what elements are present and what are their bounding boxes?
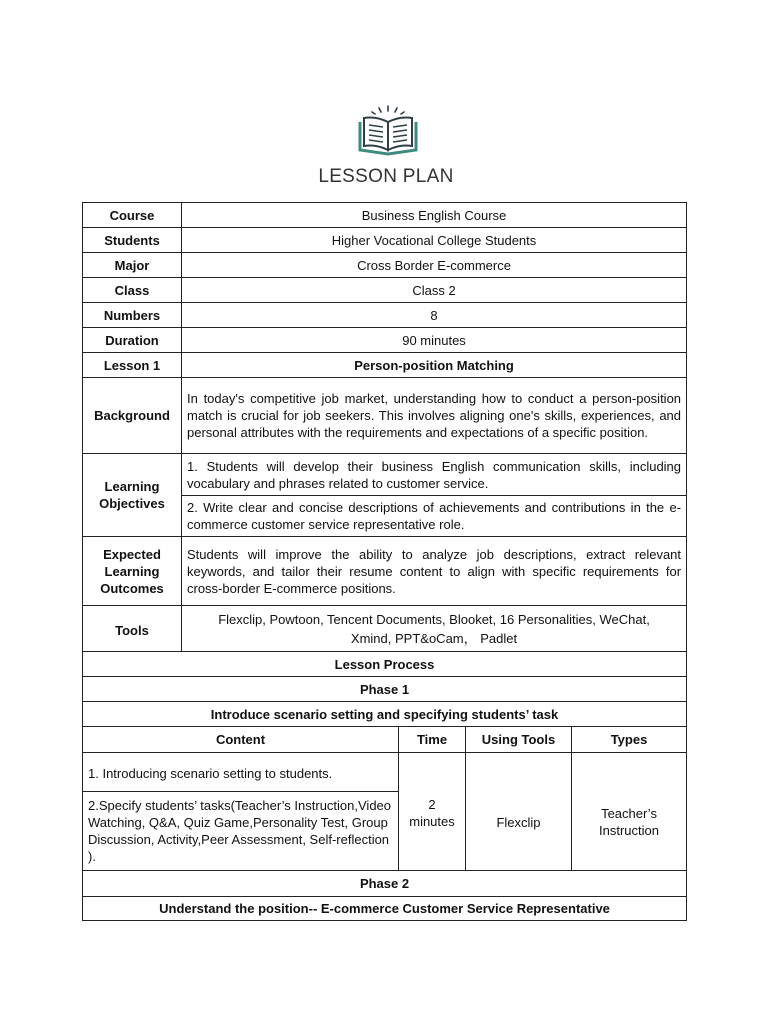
phase-1-title: Phase 1 <box>83 677 687 702</box>
phase2-task-row <box>83 897 687 921</box>
process-row-1 <box>83 753 687 792</box>
outcomes-text: Students will improve the ability to analyze job descriptions, extract relevant keywords, and tailor their resume content to align with specific requirements for cross-border E-commerce positions. <box>182 537 687 606</box>
info-row-class <box>83 278 687 303</box>
background-row <box>83 378 687 454</box>
row-value: 90 minutes <box>182 328 687 353</box>
tools-text <box>182 606 687 652</box>
phase-1-task: Introduce scenario setting and specifying students’ task <box>83 702 687 727</box>
row-label: Students <box>83 228 182 253</box>
row-value: Higher Vocational College Students <box>182 228 687 253</box>
objective-item: 1. Students will develop their business English communication skills, including vocabulary and phrases related to customer service. <box>182 454 687 496</box>
phase-2-title: Phase 2 <box>83 871 687 897</box>
tools-row <box>83 606 687 652</box>
time-value: 2 minutes <box>399 753 466 871</box>
info-row-duration <box>83 328 687 353</box>
column-header-types: Types <box>572 727 687 753</box>
tools-line: Xmind, PPT&oCam， Padlet <box>350 630 518 646</box>
tool-value: Flexclip <box>466 753 572 871</box>
row-label: Course <box>83 203 182 228</box>
phase-2-task: Understand the position-- E-commerce Customer Service Representative <box>83 897 687 921</box>
tools-label: Tools <box>83 606 182 652</box>
row-label: Class <box>83 278 182 303</box>
background-text: In today's competitive job market, understanding how to conduct a person-position match is crucial for job seekers. This involves aligning one's skills, experiences, and personal attributes with the requirements and expectations of a specific position. <box>182 378 687 454</box>
objective-item: 2. Write clear and concise descriptions of achievements and contributions in the e-commerce customer service representative role. <box>182 496 687 537</box>
phase1-task-row <box>83 702 687 727</box>
row-value: Business English Course <box>182 203 687 228</box>
info-row-students <box>83 228 687 253</box>
phase1-row <box>83 677 687 702</box>
type-value: Teacher’s Instruction <box>572 753 687 871</box>
lesson-process-title: Lesson Process <box>83 652 687 677</box>
info-row-numbers <box>83 303 687 328</box>
content-item: 2.Specify students’ tasks(Teacher’s Instruction,Video Watching, Q&A, Quiz Game,Personality Test, Group Discussion, Activity,Peer Assessment, Self-reflection ). <box>83 792 399 871</box>
row-label: Numbers <box>83 303 182 328</box>
info-row-lesson <box>83 353 687 378</box>
info-row-major <box>83 253 687 278</box>
lesson-plan-table <box>82 202 687 921</box>
row-value: Class 2 <box>182 278 687 303</box>
process-header-row <box>83 727 687 753</box>
row-value: 8 <box>182 303 687 328</box>
phase2-row <box>83 871 687 897</box>
info-row-course <box>83 203 687 228</box>
objectives-label: Learning Objectives <box>83 454 182 537</box>
page-title: LESSON PLAN <box>318 166 454 187</box>
column-header-time: Time <box>399 727 466 753</box>
open-book-icon <box>354 104 422 158</box>
content-item: 1. Introducing scenario setting to students. <box>83 753 399 792</box>
row-label: Major <box>83 253 182 278</box>
lesson-title: Person-position Matching <box>182 353 687 378</box>
column-header-tools: Using Tools <box>466 727 572 753</box>
column-header-content: Content <box>83 727 399 753</box>
outcomes-label: Expected Learning Outcomes <box>83 537 182 606</box>
background-label: Background <box>83 378 182 454</box>
row-label: Lesson 1 <box>83 353 182 378</box>
row-value: Cross Border E-commerce <box>182 253 687 278</box>
process-title-row <box>83 652 687 677</box>
objectives-row-1 <box>83 454 687 496</box>
outcomes-row <box>83 537 687 606</box>
tools-line: Flexclip, Powtoon, Tencent Documents, Blooket, 16 Personalities, WeChat, <box>218 611 650 627</box>
row-label: Duration <box>83 328 182 353</box>
